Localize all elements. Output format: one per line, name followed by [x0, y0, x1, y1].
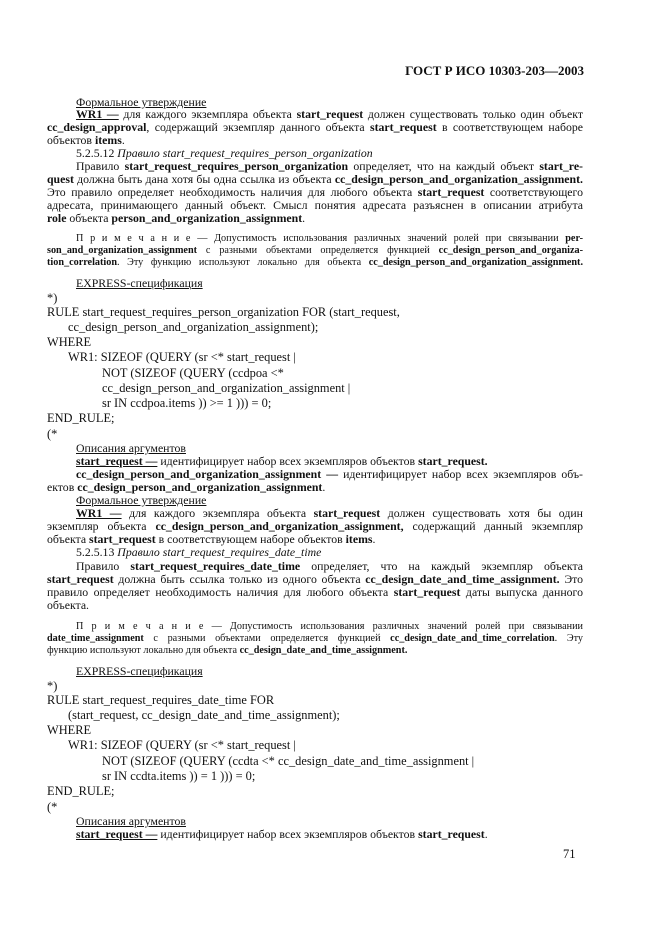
- text-line: адресата, принимающего данный объект. Смысл понятия адресата разъяснен в описании атрибута: [47, 198, 583, 212]
- text-line: объектов items.: [47, 133, 125, 147]
- code-line: (*: [47, 800, 58, 814]
- code-line: sr IN ccdta.items )) = 1 ))) = 0;: [102, 769, 256, 783]
- text-line: ектов cc_design_person_and_organization_assignment.: [47, 480, 326, 494]
- heading-express-spec: EXPRESS-спецификация: [76, 276, 203, 290]
- note-line: date_time_assignment с разными объектами определяется функцией cc_design_date_and_time_correlation. Эту: [47, 633, 584, 644]
- section-heading: 5.2.5.13 Правило start_request_requires_date_time: [76, 545, 322, 559]
- text-line: экземпляр объекта cc_design_person_and_organization_assignment, содержащий данный экземпляр: [47, 519, 583, 533]
- heading-arguments: Описания аргументов: [76, 814, 186, 828]
- text-line: start_request — идентифицирует набор всех экземпляров объектов start_request.: [76, 827, 488, 841]
- text-line: Правило start_request_requires_date_time определяет, что на каждый экземпляр объекта: [76, 559, 584, 573]
- text-line: role объекта person_and_organization_assignment.: [47, 211, 306, 225]
- code-line: RULE start_request_requires_person_organization FOR (start_request,: [47, 305, 400, 319]
- code-line: *): [47, 679, 58, 693]
- code-line: WR1: SIZEOF (QUERY (sr <* start_request |: [68, 738, 296, 752]
- code-line: NOT (SIZEOF (QUERY (ccdpoa <*: [102, 366, 284, 380]
- code-line: cc_design_person_and_organization_assignment |: [102, 381, 351, 395]
- text-line: объекта start_request в соответствующем наборе объектов items.: [47, 532, 376, 546]
- document-header: ГОСТ Р ИСО 10303-203—2003: [405, 63, 584, 78]
- note-line: функцию используют локально для объекта cc_design_date_and_time_assignment.: [47, 645, 408, 656]
- code-line: WHERE: [47, 723, 92, 737]
- text-line: start_request — идентифицирует набор всех экземпляров объектов start_request.: [76, 454, 488, 468]
- code-line: WR1: SIZEOF (QUERY (sr <* start_request |: [68, 350, 296, 364]
- code-line: END_RULE;: [47, 784, 115, 798]
- code-line: WHERE: [47, 335, 92, 349]
- note-line: П р и м е ч а н и е — Допустимость использования различных значений ролей при связывании: [76, 621, 583, 632]
- code-line: (start_request, cc_design_date_and_time_assignment);: [68, 708, 340, 722]
- code-line: cc_design_person_and_organization_assignment);: [68, 320, 319, 334]
- text-line: start_request должна быть ссылка только из одного объекта cc_design_date_and_time_assignment. Это: [47, 572, 583, 586]
- heading-formal-statement: Формальное утверждение: [76, 493, 207, 507]
- text-line: Это правило определяет необходимость наличия для любого объекта start_request соответствующего: [47, 185, 583, 199]
- text-line: Правило start_request_requires_person_organization определяет, что на каждый объект start_re-: [76, 159, 583, 173]
- heading-express-spec: EXPRESS-спецификация: [76, 664, 203, 678]
- text-line: cc_design_approval, содержащий экземпляр данного объекта start_request в соответствующем наборе: [47, 120, 583, 134]
- text-line: правило определяет необходимость наличия для любого объекта start_request даты выпуска данного: [47, 585, 583, 599]
- text-line: объекта.: [47, 598, 90, 612]
- text-line: WR1 — для каждого экземпляра объекта start_request должен существовать только один объект: [76, 107, 583, 121]
- code-line: NOT (SIZEOF (QUERY (ccdta <* cc_design_date_and_time_assignment |: [102, 754, 475, 768]
- note-line: П р и м е ч а н и е — Допустимость использования различных значений ролей при связывании per-: [76, 233, 583, 244]
- text-line: WR1 — для каждого экземпляра объекта start_request должен существовать хотя бы один: [76, 506, 583, 520]
- note-line: son_and_organization_assignment с разными объектами определяется функцией cc_design_person_and_organiza-: [47, 245, 583, 256]
- section-heading: 5.2.5.12 Правило start_request_requires_person_organization: [76, 146, 373, 160]
- code-line: (*: [47, 427, 58, 441]
- heading-formal-statement: Формальное утверждение: [76, 95, 207, 109]
- code-line: RULE start_request_requires_date_time FOR: [47, 693, 275, 707]
- code-line: *): [47, 291, 58, 305]
- code-line: sr IN ccdpoa.items )) >= 1 ))) = 0;: [102, 396, 272, 410]
- page-number: 71: [563, 847, 576, 861]
- note-line: tion_correlation. Эту функцию используют локально для объекта cc_design_person_and_organization_assignment.: [47, 257, 583, 268]
- text-line: cc_design_person_and_organization_assignment — идентифицирует набор всех экземпляров объ-: [76, 467, 583, 481]
- code-line: END_RULE;: [47, 411, 115, 425]
- heading-arguments: Описания аргументов: [76, 441, 186, 455]
- text-line: quest должна быть дана хотя бы одна ссылка из объекта cc_design_person_and_organization_assignment.: [47, 172, 583, 186]
